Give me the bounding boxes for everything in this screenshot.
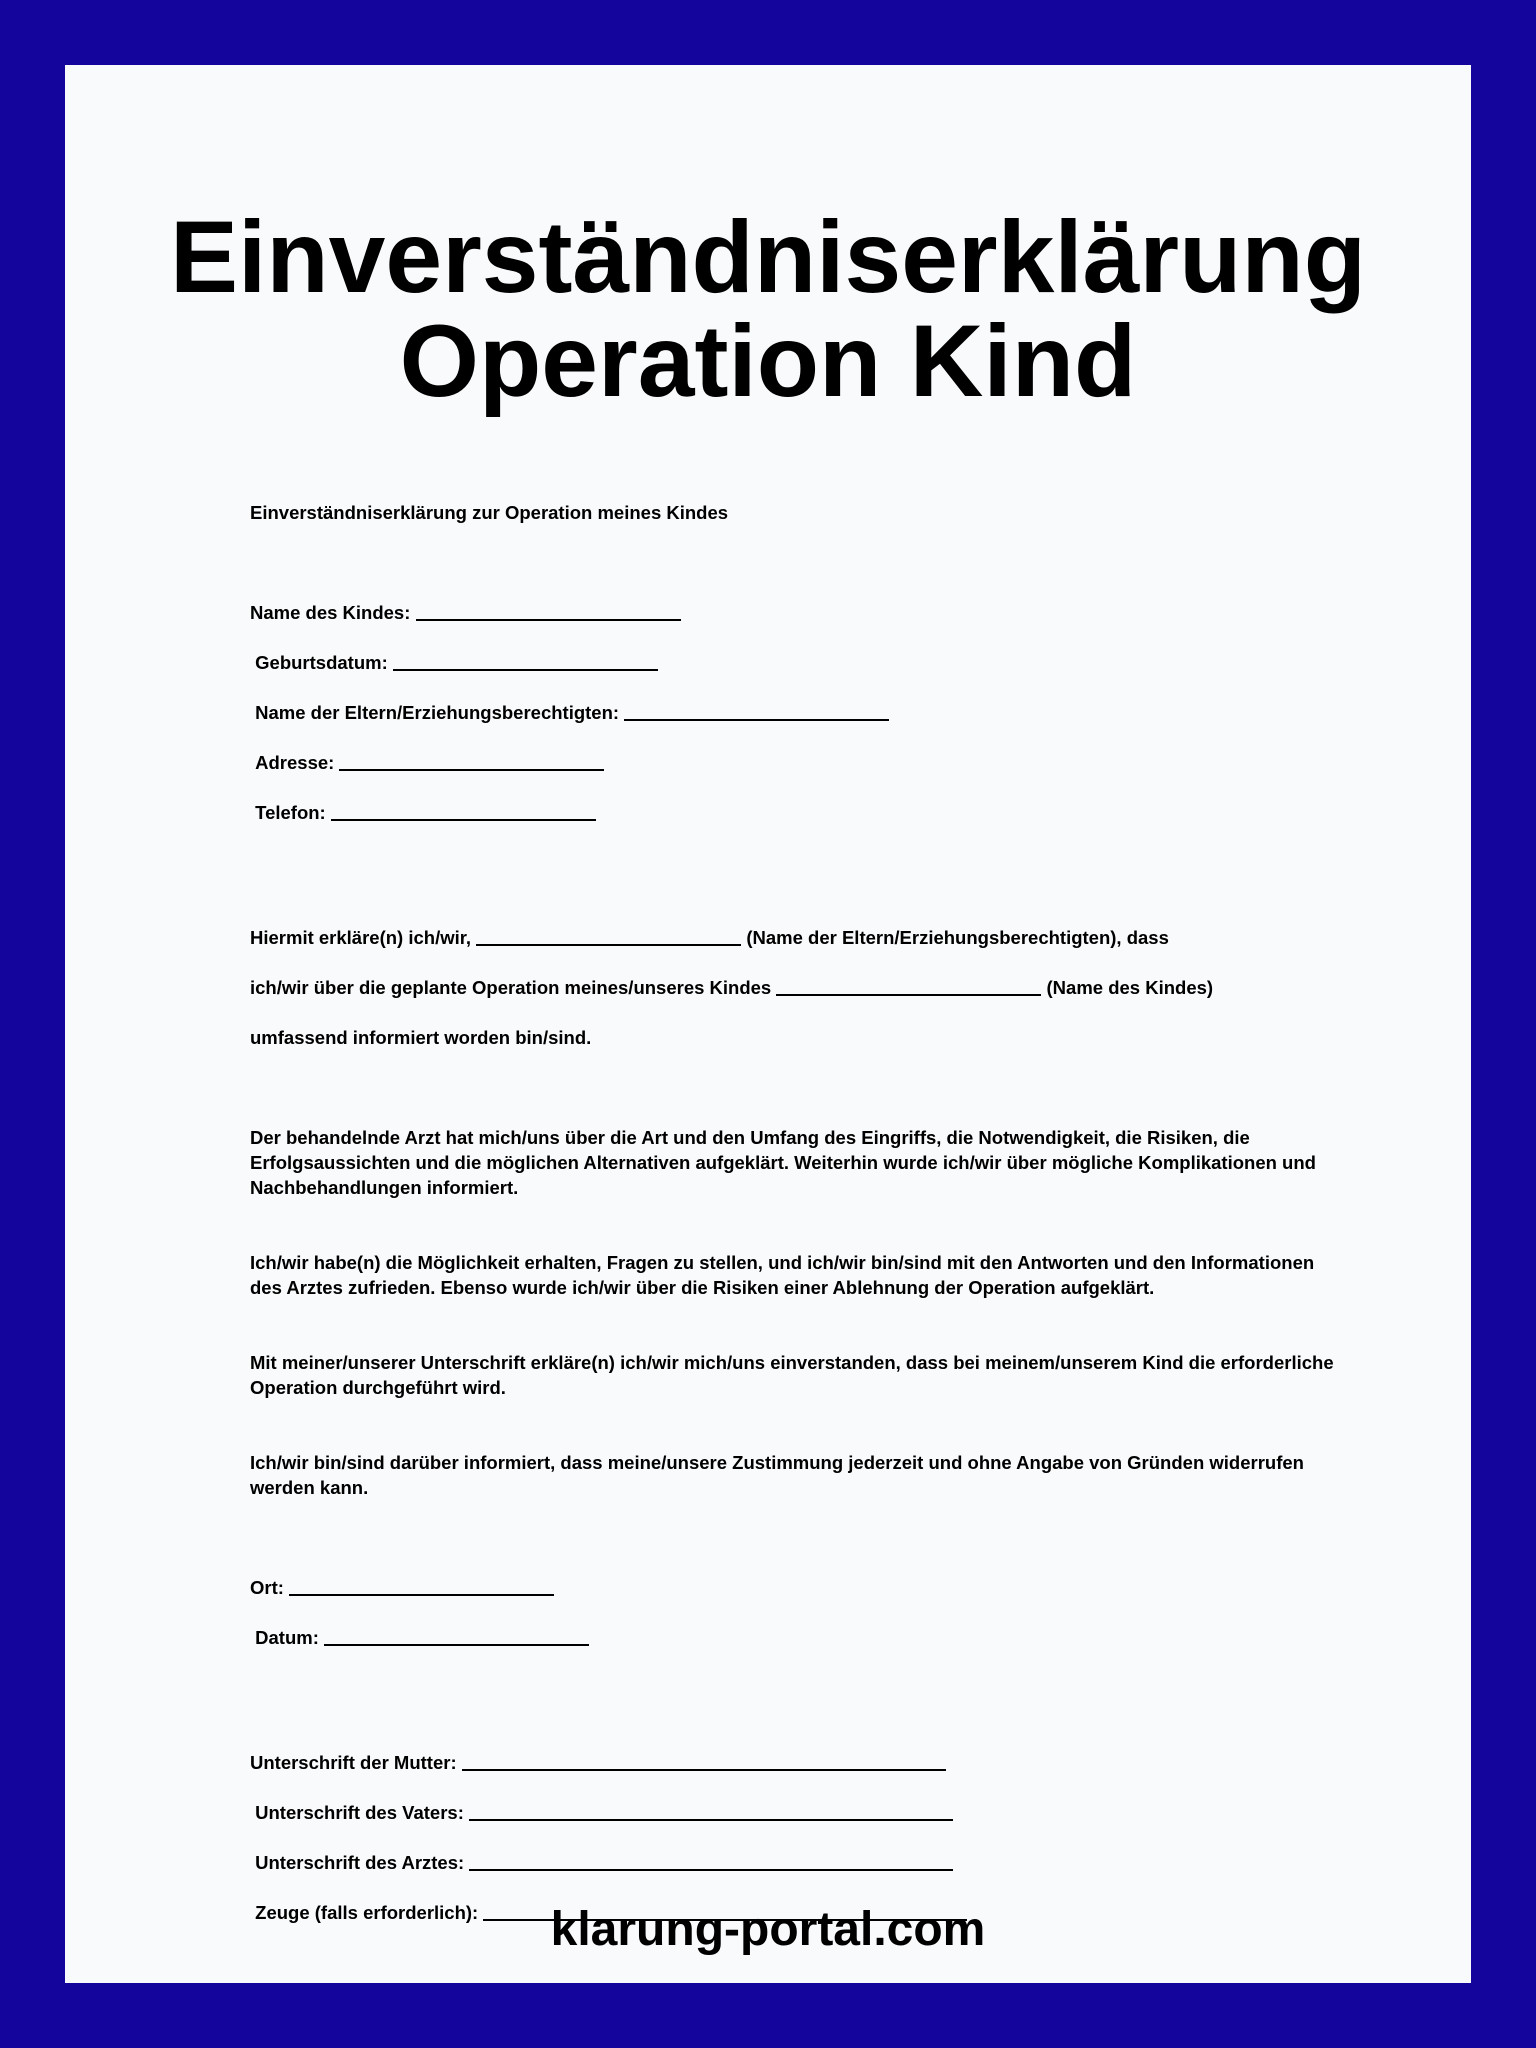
blank-line[interactable]	[331, 818, 596, 821]
title-line-1: Einverständniserklärung	[169, 200, 1367, 314]
child-info-fields	[250, 575, 1340, 850]
blank-line[interactable]	[339, 768, 604, 771]
signature-line[interactable]	[462, 1768, 946, 1771]
signature-father: Unterschrift des Vaters:	[250, 1800, 1340, 1825]
signature-mother: Unterschrift der Mutter:	[250, 1750, 1340, 1775]
paragraph-consent: Mit meiner/unserer Unterschrift erkläre(n) ich/wir mich/uns einverstanden, dass bei meinem/unserem Kind die erforderliche Operation durchgeführt wird.	[250, 1352, 1334, 1398]
document-body	[250, 500, 1340, 2000]
blank-line[interactable]	[324, 1643, 589, 1646]
blank-line[interactable]	[393, 668, 658, 671]
signature-doctor: Unterschrift des Arztes:	[250, 1850, 1340, 1875]
field-address: Adresse:	[250, 750, 1340, 775]
field-child-name: Name des Kindes:	[250, 600, 1340, 625]
field-place: Ort:	[250, 1575, 1340, 1600]
field-phone: Telefon:	[250, 800, 1340, 825]
footer-website: klarung-portal.com	[550, 1903, 986, 1956]
place-date-fields	[250, 1550, 1340, 1675]
paragraph-information: Der behandelnde Arzt hat mich/uns über die Art und den Umfang des Eingriffs, die Notwendigkeit, die Risiken, die Erfolgsaussichten und die möglichen Alternativen aufgeklärt. Weiterhin wurde ich/wir über mögliche Komplikationen und Nachbehandlungen informiert.	[250, 1127, 1316, 1198]
page-title	[65, 200, 1471, 418]
blank-line[interactable]	[289, 1593, 554, 1596]
declaration-paragraph: Hiermit erkläre(n) ich/wir, (Name der Eltern/Erziehungsberechtigten), dass ich/wir über die geplante Operation meines/unseres Kindes (Name des Kindes) umfassend informiert worden bin/sind.	[250, 927, 1214, 1048]
field-date: Datum:	[250, 1625, 1340, 1650]
document-page	[65, 65, 1471, 1983]
signature-line[interactable]	[469, 1818, 953, 1821]
title-line-2: Operation Kind	[399, 304, 1137, 418]
blank-line[interactable]	[416, 618, 681, 621]
blank-line[interactable]	[624, 718, 889, 721]
blank-line[interactable]	[476, 943, 741, 946]
signature-line[interactable]	[469, 1868, 953, 1871]
field-birthdate: Geburtsdatum:	[250, 650, 1340, 675]
field-parents-name: Name der Eltern/Erziehungsberechtigten:	[250, 700, 1340, 725]
signature-witness: Zeuge (falls erforderlich):	[250, 1900, 1340, 1925]
document-heading: Einverständniserklärung zur Operation meines Kindes	[250, 502, 729, 523]
paragraph-revocation: Ich/wir bin/sind darüber informiert, dass meine/unsere Zustimmung jederzeit und ohne Angabe von Gründen widerrufen werden kann.	[250, 1452, 1304, 1498]
paragraph-questions: Ich/wir habe(n) die Möglichkeit erhalten, Fragen zu stellen, und ich/wir bin/sind mit den Antworten und den Informationen des Arztes zufrieden. Ebenso wurde ich/wir über die Risiken einer Ablehnung der Operation aufgeklärt.	[250, 1252, 1315, 1298]
blank-line[interactable]	[776, 993, 1041, 996]
